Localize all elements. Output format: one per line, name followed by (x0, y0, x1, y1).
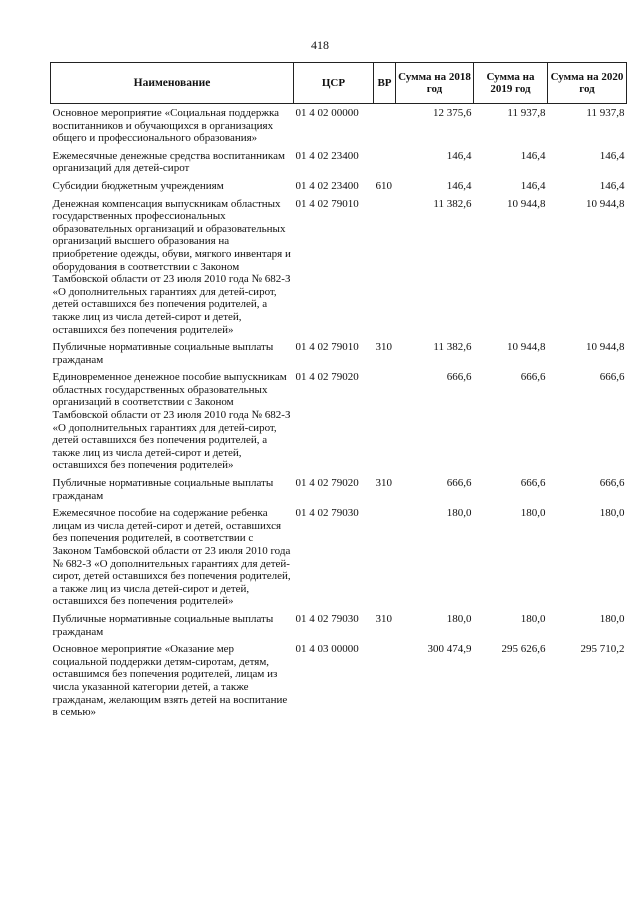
row-vr (374, 198, 396, 342)
row-sum-2019: 666,6 (520, 371, 546, 384)
header-sum-2018: Сумма на 2018 год (396, 63, 474, 104)
row-name: Публичные нормативные социальные выплаты гражданам (52, 612, 274, 638)
row-csr: 01 4 02 79010 (295, 197, 359, 210)
row-sum-2019: 295 626,6 (501, 643, 546, 656)
row-sum-2020: 295 710,2 (580, 643, 625, 656)
row-sum-2018: 11 382,6 (433, 341, 472, 354)
table-row (51, 180, 627, 198)
row-sum-2018: 666,6 (446, 477, 472, 490)
row-sum-2019: 146,4 (520, 149, 546, 162)
row-sum-2020: 146,4 (599, 179, 625, 192)
table-row (51, 477, 627, 507)
row-csr: 01 4 02 79030 (295, 612, 359, 625)
row-sum-2018: 11 382,6 (433, 197, 472, 210)
row-vr (374, 371, 396, 477)
table-row (51, 613, 627, 643)
table-body (51, 104, 627, 724)
row-sum-2020: 10 944,8 (586, 197, 625, 210)
row-sum-2019: 666,6 (520, 477, 546, 490)
page-number: 418 (311, 38, 329, 52)
row-sum-2019: 146,4 (520, 179, 546, 192)
row-sum-2019: 180,0 (520, 507, 546, 520)
row-name: Ежемесячное пособие на содержание ребенка лицам из числа детей-сирот и детей, оставшихся без попечения родителей, в соответствии с Законом Тамбовской области от 23 июля 2010 года № 682-З «О дополнительных гарантиях для детей-сирот, детей оставшихся без попечения родителей, а также лиц из числа детей-сирот и детей, оставшихся без попечения родителей» (52, 507, 291, 608)
row-csr: 01 4 02 79020 (295, 477, 359, 490)
row-name: Публичные нормативные социальные выплаты гражданам (52, 477, 274, 502)
row-csr: 01 4 02 23400 (295, 179, 359, 192)
row-vr: 310 (375, 612, 392, 625)
row-sum-2018: 300 474,9 (427, 643, 472, 656)
row-name: Основное мероприятие «Оказание мер социальной поддержки детям-сиротам, детям, оставшимся без попечения родителей, лицам из числа указанной категории детей, а также гражданам, желающим взять детей на воспитание в семью» (52, 643, 288, 719)
header-name: Наименование (51, 63, 294, 104)
table-header (51, 63, 627, 104)
row-csr: 01 4 02 79030 (295, 507, 359, 520)
row-csr: 01 4 03 00000 (295, 643, 359, 656)
row-sum-2019: 180,0 (520, 612, 546, 625)
row-name: Единовременное денежное пособие выпускникам областных государственных образовательных организаций в соответствии с Законом Тамбовской области от 23 июля 2010 года № 682-З «О дополнительных гарантиях для детей-сирот, детей оставшихся без попечения родителей, а также лиц из числа детей-сирот и детей, оставшихся без попечения родителей» (52, 371, 291, 472)
row-vr (374, 643, 396, 724)
row-csr: 01 4 02 23400 (295, 149, 359, 162)
header-sum-2020: Сумма на 2020 год (548, 63, 627, 104)
row-sum-2020: 10 944,8 (586, 341, 625, 354)
row-csr: 01 4 02 79010 (295, 341, 359, 354)
row-csr: 01 4 02 79020 (295, 371, 359, 384)
row-name: Ежемесячные денежные средства воспитанникам организаций для детей-сирот (52, 149, 285, 175)
row-csr: 01 4 02 00000 (295, 107, 359, 119)
table-row (51, 104, 627, 150)
row-vr: 610 (375, 179, 392, 192)
row-sum-2018: 180,0 (446, 507, 472, 520)
table-row (51, 371, 627, 477)
row-sum-2019: 11 937,8 (507, 107, 546, 119)
row-sum-2018: 666,6 (446, 371, 472, 384)
budget-table (50, 62, 627, 724)
row-sum-2018: 146,4 (446, 149, 472, 162)
row-sum-2020: 146,4 (599, 149, 625, 162)
row-sum-2018: 180,0 (446, 612, 472, 625)
row-vr: 310 (375, 477, 392, 490)
table-row (51, 198, 627, 342)
row-sum-2018: 12 375,6 (433, 107, 472, 119)
table-row (51, 643, 627, 724)
row-name: Публичные нормативные социальные выплаты гражданам (52, 341, 274, 366)
header-row (51, 63, 627, 104)
row-sum-2020: 180,0 (599, 507, 625, 520)
row-vr (374, 507, 396, 613)
row-sum-2019: 10 944,8 (507, 341, 546, 354)
row-sum-2020: 180,0 (599, 612, 625, 625)
table-row (51, 341, 627, 371)
row-sum-2020: 666,6 (599, 477, 625, 490)
row-vr: 310 (375, 341, 392, 354)
row-sum-2020: 11 937,8 (586, 107, 625, 119)
row-sum-2020: 666,6 (599, 371, 625, 384)
row-vr (374, 150, 396, 180)
row-sum-2018: 146,4 (446, 179, 472, 192)
row-name: Основное мероприятие «Социальная поддержка воспитанников и обучающихся в организациях общего и профессионального образования» (52, 107, 280, 145)
header-vr: ВР (374, 63, 396, 104)
table-row (51, 150, 627, 180)
header-sum-2019: Сумма на 2019 год (474, 63, 548, 104)
row-vr (374, 104, 396, 150)
header-csr: ЦСР (294, 63, 374, 104)
row-name: Субсидии бюджетным учреждениям (52, 179, 224, 192)
row-sum-2019: 10 944,8 (507, 197, 546, 210)
table-row (51, 507, 627, 613)
row-name: Денежная компенсация выпускникам областных государственных профессиональных образовательных организаций и образовательных организаций высшего образования на приобретение одежды, обуви, мягкого инвентаря и оборудования в соответствии с Законом Тамбовской области от 23 июля 2010 года № 682-З «О дополнительных гарантиях для детей-сирот, детей оставшихся без попечения родителей, а также лиц из числа детей-сирот и детей, оставшихся без попечения родителей» (52, 197, 291, 336)
